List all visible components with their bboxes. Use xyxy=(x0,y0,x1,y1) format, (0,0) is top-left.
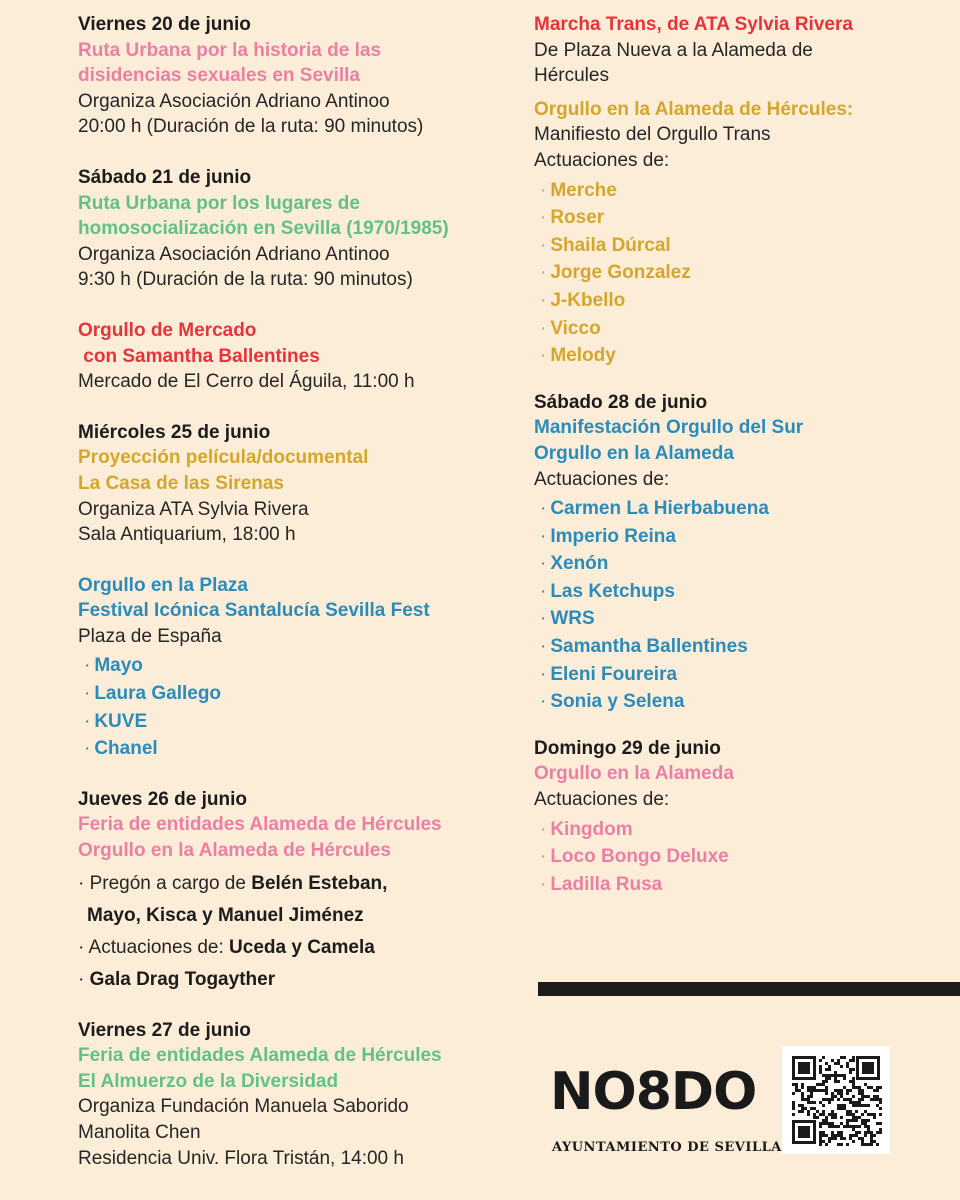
artist-name: Laura Gallego xyxy=(94,683,222,705)
bullet-icon: · xyxy=(540,818,547,840)
artist-name: Roser xyxy=(550,207,605,229)
artist-name: Shaila Dúrcal xyxy=(550,234,671,256)
event-orgullo-mercado xyxy=(78,318,518,395)
artist-name: Sonia y Selena xyxy=(550,691,685,713)
artist-item xyxy=(540,259,954,287)
bullet-icon: · xyxy=(540,179,547,201)
event-title: Ruta Urbana por los lugares de xyxy=(78,192,360,214)
event-route: De Plaza Nueva a la Alameda de xyxy=(534,39,813,61)
event-date: Sábado 21 de junio xyxy=(78,166,252,188)
actuaciones-label: · Actuaciones de: xyxy=(78,936,230,958)
bullet-icon: · xyxy=(540,317,547,339)
event-title: Marcha Trans, de ATA Sylvia Rivera xyxy=(534,14,853,35)
event-orgullo-alameda-hercules xyxy=(534,97,954,370)
event-viernes-27 xyxy=(78,1018,518,1172)
bullet-icon: · xyxy=(540,289,547,311)
event-viernes-20 xyxy=(78,12,518,140)
gala-line xyxy=(78,964,518,996)
event-organizer: Organiza Asociación Adriano Antinoo xyxy=(78,90,390,112)
artist-name: Chanel xyxy=(94,738,158,760)
event-date: Miércoles 25 de junio xyxy=(78,421,271,443)
event-line: Actuaciones de: xyxy=(534,149,670,171)
artist-name: Eleni Foureira xyxy=(550,663,678,685)
pregon-line xyxy=(78,900,518,932)
bullet-icon: · xyxy=(540,608,547,630)
artist-item xyxy=(540,688,954,716)
event-title: disidencias sexuales en Sevilla xyxy=(78,65,360,87)
actuaciones-line xyxy=(78,932,518,964)
section-divider xyxy=(538,982,960,996)
artist-name: Samantha Ballentines xyxy=(550,636,748,658)
bullet-icon: · xyxy=(540,663,547,685)
qr-code-icon[interactable] xyxy=(782,1046,890,1154)
bullet-icon: · xyxy=(540,207,547,229)
event-organizer: Organiza Fundación Manuela Saborido xyxy=(78,1096,409,1118)
artist-item xyxy=(540,177,954,205)
event-line: Actuaciones de: xyxy=(534,789,670,811)
qr-code-graphic xyxy=(782,1046,890,1154)
bullet-icon: · xyxy=(540,345,547,367)
bullet-icon: · xyxy=(84,655,91,677)
event-title: Manifestación Orgullo del Sur xyxy=(534,417,804,439)
artist-item xyxy=(540,843,954,871)
bullet-icon: · xyxy=(84,683,91,705)
artist-item xyxy=(540,495,954,523)
event-jueves-26 xyxy=(78,787,518,996)
event-date: Viernes 20 de junio xyxy=(78,14,251,35)
artist-item xyxy=(84,680,518,708)
artist-item xyxy=(540,315,954,343)
event-place: Sala Antiquarium, 18:00 h xyxy=(78,524,296,546)
bullet-icon: · xyxy=(540,234,547,256)
bullet-icon: · xyxy=(84,738,91,760)
event-title: Ruta Urbana por la historia de las xyxy=(78,39,382,61)
event-domingo-29 xyxy=(534,736,954,899)
event-title: homosocialización en Sevilla (1970/1985) xyxy=(78,218,449,240)
event-date: Jueves 26 de junio xyxy=(78,788,247,810)
artist-name: Ladilla Rusa xyxy=(550,873,663,895)
artist-item xyxy=(84,735,518,763)
artist-name: J-Kbello xyxy=(550,289,626,311)
event-title: Feria de entidades Alameda de Hércules xyxy=(78,814,442,836)
pregon-line xyxy=(78,868,518,900)
artist-item xyxy=(540,232,954,260)
event-title: con Samantha Ballentines xyxy=(78,345,320,367)
artist-item xyxy=(540,523,954,551)
event-time: 9:30 h (Duración de la ruta: 90 minutos) xyxy=(78,269,413,291)
artist-name: Carmen La Hierbabuena xyxy=(550,498,769,520)
bullet-icon: · xyxy=(540,580,547,602)
logo-subtitle: AYUNTAMIENTO DE SEVILLA xyxy=(552,1140,782,1155)
left-column xyxy=(78,12,518,1196)
event-title: Orgullo en la Alameda de Hércules: xyxy=(534,98,854,120)
event-route: Hércules xyxy=(534,65,609,87)
no8do-logo xyxy=(550,1040,782,1160)
actuaciones-name: Uceda y Camela xyxy=(229,936,375,958)
event-marcha-trans xyxy=(534,12,954,89)
bullet-icon: · xyxy=(540,498,547,520)
artist-name: Jorge Gonzalez xyxy=(550,262,691,284)
artist-list xyxy=(534,177,954,370)
bullet-icon: · xyxy=(540,636,547,658)
event-title: Orgullo en la Alameda xyxy=(534,442,734,464)
event-organizer: Organiza ATA Sylvia Rivera xyxy=(78,498,309,520)
artist-item xyxy=(540,633,954,661)
artist-list xyxy=(78,652,518,762)
artist-item xyxy=(540,204,954,232)
gala-bullet: · xyxy=(78,968,90,990)
artist-item xyxy=(540,550,954,578)
event-line: Actuaciones de: xyxy=(534,468,670,490)
event-date: Sábado 28 de junio xyxy=(534,391,708,413)
event-time: 20:00 h (Duración de la ruta: 90 minutos) xyxy=(78,116,424,138)
pregon-name: Belén Esteban, xyxy=(251,872,388,894)
event-person: Manolita Chen xyxy=(78,1122,201,1143)
artist-list xyxy=(534,495,954,716)
pregon-name: Mayo, Kisca y Manuel Jiménez xyxy=(87,904,364,926)
bullet-icon: · xyxy=(540,553,547,575)
event-orgullo-plaza xyxy=(78,573,518,763)
artist-item xyxy=(540,816,954,844)
bullet-icon: · xyxy=(540,262,547,284)
logo-wordmark: NO8DO xyxy=(550,1062,757,1122)
bullet-icon: · xyxy=(540,873,547,895)
artist-item xyxy=(540,605,954,633)
event-title: La Casa de las Sirenas xyxy=(78,472,284,494)
event-place: Plaza de España xyxy=(78,625,222,647)
event-sabado-21 xyxy=(78,165,518,293)
artist-item xyxy=(540,578,954,606)
artist-item xyxy=(84,708,518,736)
artist-item xyxy=(540,871,954,899)
artist-name: Imperio Reina xyxy=(550,525,676,547)
artist-item xyxy=(540,342,954,370)
right-column xyxy=(534,12,954,898)
artist-item xyxy=(540,661,954,689)
artist-item xyxy=(84,652,518,680)
event-date: Viernes 27 de junio xyxy=(78,1019,251,1041)
event-title: Orgullo en la Plaza xyxy=(78,574,248,596)
event-line: Manifiesto del Orgullo Trans xyxy=(534,124,771,146)
artist-name: Vicco xyxy=(550,317,601,339)
event-organizer: Organiza Asociación Adriano Antinoo xyxy=(78,243,390,265)
bullet-icon: · xyxy=(540,525,547,547)
event-title: Proyección película/documental xyxy=(78,447,369,469)
artist-name: WRS xyxy=(550,608,595,630)
event-title: Festival Icónica Santalucía Sevilla Fest xyxy=(78,600,430,622)
event-place: Residencia Univ. Flora Tristán, 14:00 h xyxy=(78,1147,404,1169)
bullet-icon: · xyxy=(84,710,91,732)
event-date: Domingo 29 de junio xyxy=(534,737,721,759)
artist-item xyxy=(540,287,954,315)
pregon-label: · Pregón a cargo de xyxy=(78,872,252,894)
artist-name: Xenón xyxy=(550,553,609,575)
event-place: Mercado de El Cerro del Águila, 11:00 h xyxy=(78,371,415,393)
event-miercoles-25 xyxy=(78,420,518,548)
event-sabado-28 xyxy=(534,390,954,716)
artist-name: Melody xyxy=(550,345,616,367)
event-title: Orgullo de Mercado xyxy=(78,319,257,341)
artist-name: Loco Bongo Deluxe xyxy=(550,846,729,868)
artist-name: Mayo xyxy=(94,655,143,677)
gala-name: Gala Drag Togayther xyxy=(89,968,276,990)
artist-name: Merche xyxy=(550,179,617,201)
artist-name: Las Ketchups xyxy=(550,580,675,602)
artist-name: KUVE xyxy=(94,710,148,732)
event-title: El Almuerzo de la Diversidad xyxy=(78,1070,339,1092)
bullet-icon: · xyxy=(540,846,547,868)
artist-name: Kingdom xyxy=(550,818,633,840)
event-title: Orgullo en la Alameda de Hércules xyxy=(78,840,391,862)
event-title: Feria de entidades Alameda de Hércules xyxy=(78,1045,442,1067)
artist-list xyxy=(534,816,954,899)
event-title: Orgullo en la Alameda xyxy=(534,763,734,785)
bullet-icon: · xyxy=(540,691,547,713)
